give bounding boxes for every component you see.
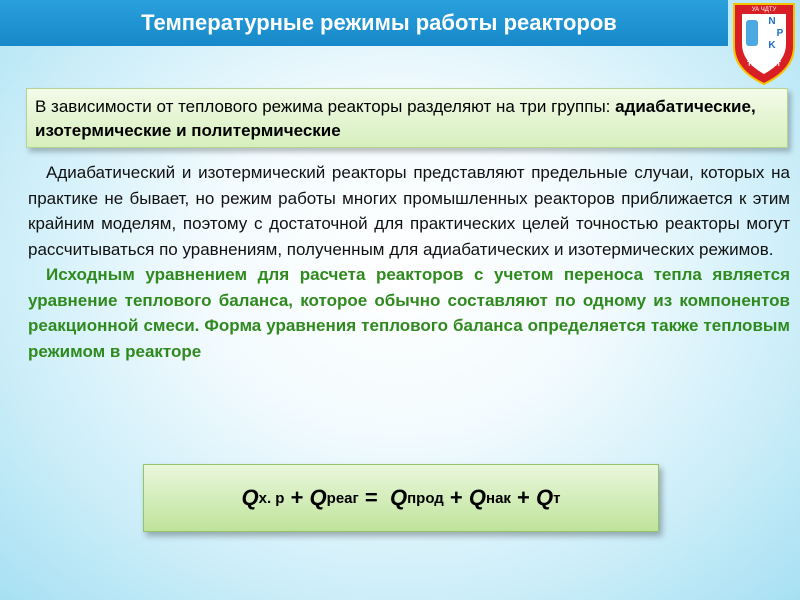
- formula-sub-prod: прод: [407, 489, 444, 507]
- logo-top-text: УА ЧДТУ: [751, 7, 777, 13]
- formula-q2: Q: [309, 485, 327, 510]
- formula-sub-t: т: [553, 489, 561, 507]
- formula-q1: Q: [241, 485, 259, 510]
- logo-bottom-text: ТНР і АХТ: [747, 61, 781, 68]
- paragraph-heat-balance: Исходным уравнением для расчета реакторов с учетом переноса тепла является уравнение теплового баланса, которое обычно составляют по одному из компонентов реакционной смеси. Форма уравнения теплового баланса определяется также тепловым режимом в реакторе: [28, 265, 790, 361]
- formula-q5: Q: [536, 485, 554, 510]
- formula-plus-3: +: [510, 485, 537, 510]
- flask-icon: [746, 20, 758, 46]
- intro-text: В зависимости от теплового режима реакторы разделяют на три группы:: [35, 97, 616, 116]
- formula-plus-2: +: [443, 485, 469, 510]
- university-logo: [728, 0, 800, 86]
- intro-box: [26, 88, 788, 148]
- logo-letter-n: N: [768, 16, 776, 27]
- formula-plus-1: +: [284, 485, 310, 510]
- formula-sub-xr: х. р: [258, 489, 285, 507]
- formula-sub-reag: реаг: [326, 489, 359, 507]
- logo-letter-k: K: [768, 40, 776, 51]
- formula-sub-nak: нак: [486, 489, 511, 507]
- logo-letter-p: P: [776, 28, 784, 39]
- formula-q3: Q: [389, 485, 408, 510]
- formula-q4: Q: [468, 485, 487, 510]
- intro-groups: адиабатические, изотермические и политермические: [35, 97, 756, 140]
- heat-balance-formula: [143, 464, 659, 532]
- formula-equals: =: [358, 485, 390, 510]
- main-text: [28, 160, 790, 364]
- title-bar: [0, 0, 728, 46]
- paragraph-adiabatic: Адиабатический и изотермический реакторы представляют предельные случаи, которых на практике не бывает, но режим работы многих промышленных реакторов приближается к этим крайним моделям, поэтому с достаточной для практических целей точностью реакторы могут рассчитываться по уравнениям, полученным для адиабатических и изотермических режимов.: [28, 163, 790, 259]
- page-title: Температурные режимы работы реакторов: [141, 10, 617, 35]
